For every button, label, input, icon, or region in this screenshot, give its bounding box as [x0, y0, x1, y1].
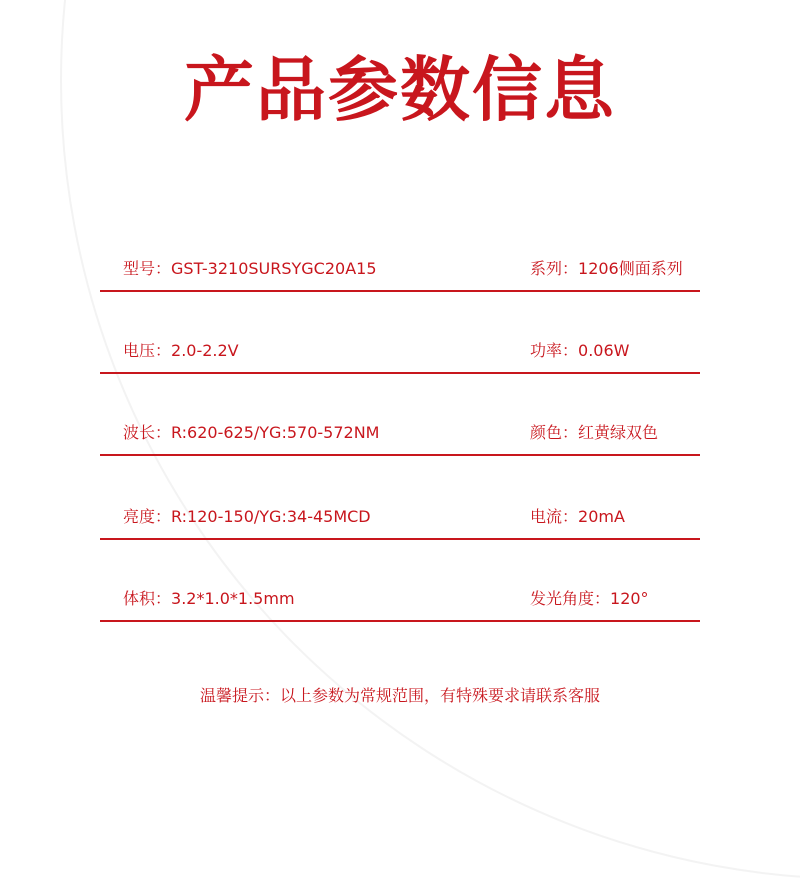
- param-value: R:620-625/YG:570-572NM: [171, 423, 380, 442]
- param-value: GST-3210SURSYGC20A15: [171, 259, 377, 278]
- param-voltage: [123, 340, 239, 362]
- param-row-model: [100, 252, 700, 292]
- param-brightness: [123, 506, 371, 528]
- param-current: [530, 506, 625, 528]
- param-row-brightness: [100, 500, 700, 540]
- param-value: 3.2*1.0*1.5mm: [171, 589, 295, 608]
- param-label: 电流：: [530, 507, 579, 526]
- param-value: 120°: [610, 589, 649, 608]
- param-label: 发光角度：: [530, 589, 611, 608]
- param-label: 体积：: [123, 589, 172, 608]
- param-label: 型号：: [123, 259, 172, 278]
- param-value: 0.06W: [578, 341, 630, 360]
- param-wavelength: [123, 422, 379, 444]
- param-label: 颜色：: [530, 423, 579, 442]
- param-row-size: [100, 582, 700, 622]
- footer-note: 温馨提示：以上参数为常规范围，有特殊要求请联系客服: [199, 686, 600, 705]
- param-angle: [530, 588, 649, 610]
- param-size: [123, 588, 295, 610]
- param-row-voltage: [100, 334, 700, 374]
- row-divider: [100, 538, 700, 540]
- param-color: [530, 422, 658, 444]
- param-model: [123, 258, 377, 280]
- param-label: 功率：: [530, 341, 579, 360]
- param-value: 20mA: [578, 507, 625, 526]
- param-row-wavelength: [100, 416, 700, 456]
- param-value: 2.0-2.2V: [171, 341, 239, 360]
- param-label: 波长：: [123, 423, 172, 442]
- param-value: 红黄绿双色: [578, 423, 659, 442]
- param-value: R:120-150/YG:34-45MCD: [171, 507, 371, 526]
- row-divider: [100, 454, 700, 456]
- param-series: [530, 258, 683, 280]
- param-power: [530, 340, 629, 362]
- row-divider: [100, 620, 700, 622]
- param-label: 系列：: [530, 259, 579, 278]
- param-label: 亮度：: [123, 507, 172, 526]
- param-value: 1206侧面系列: [578, 259, 683, 278]
- row-divider: [100, 290, 700, 292]
- page-title: 产品参数信息: [184, 49, 616, 131]
- param-label: 电压：: [123, 341, 172, 360]
- row-divider: [100, 372, 700, 374]
